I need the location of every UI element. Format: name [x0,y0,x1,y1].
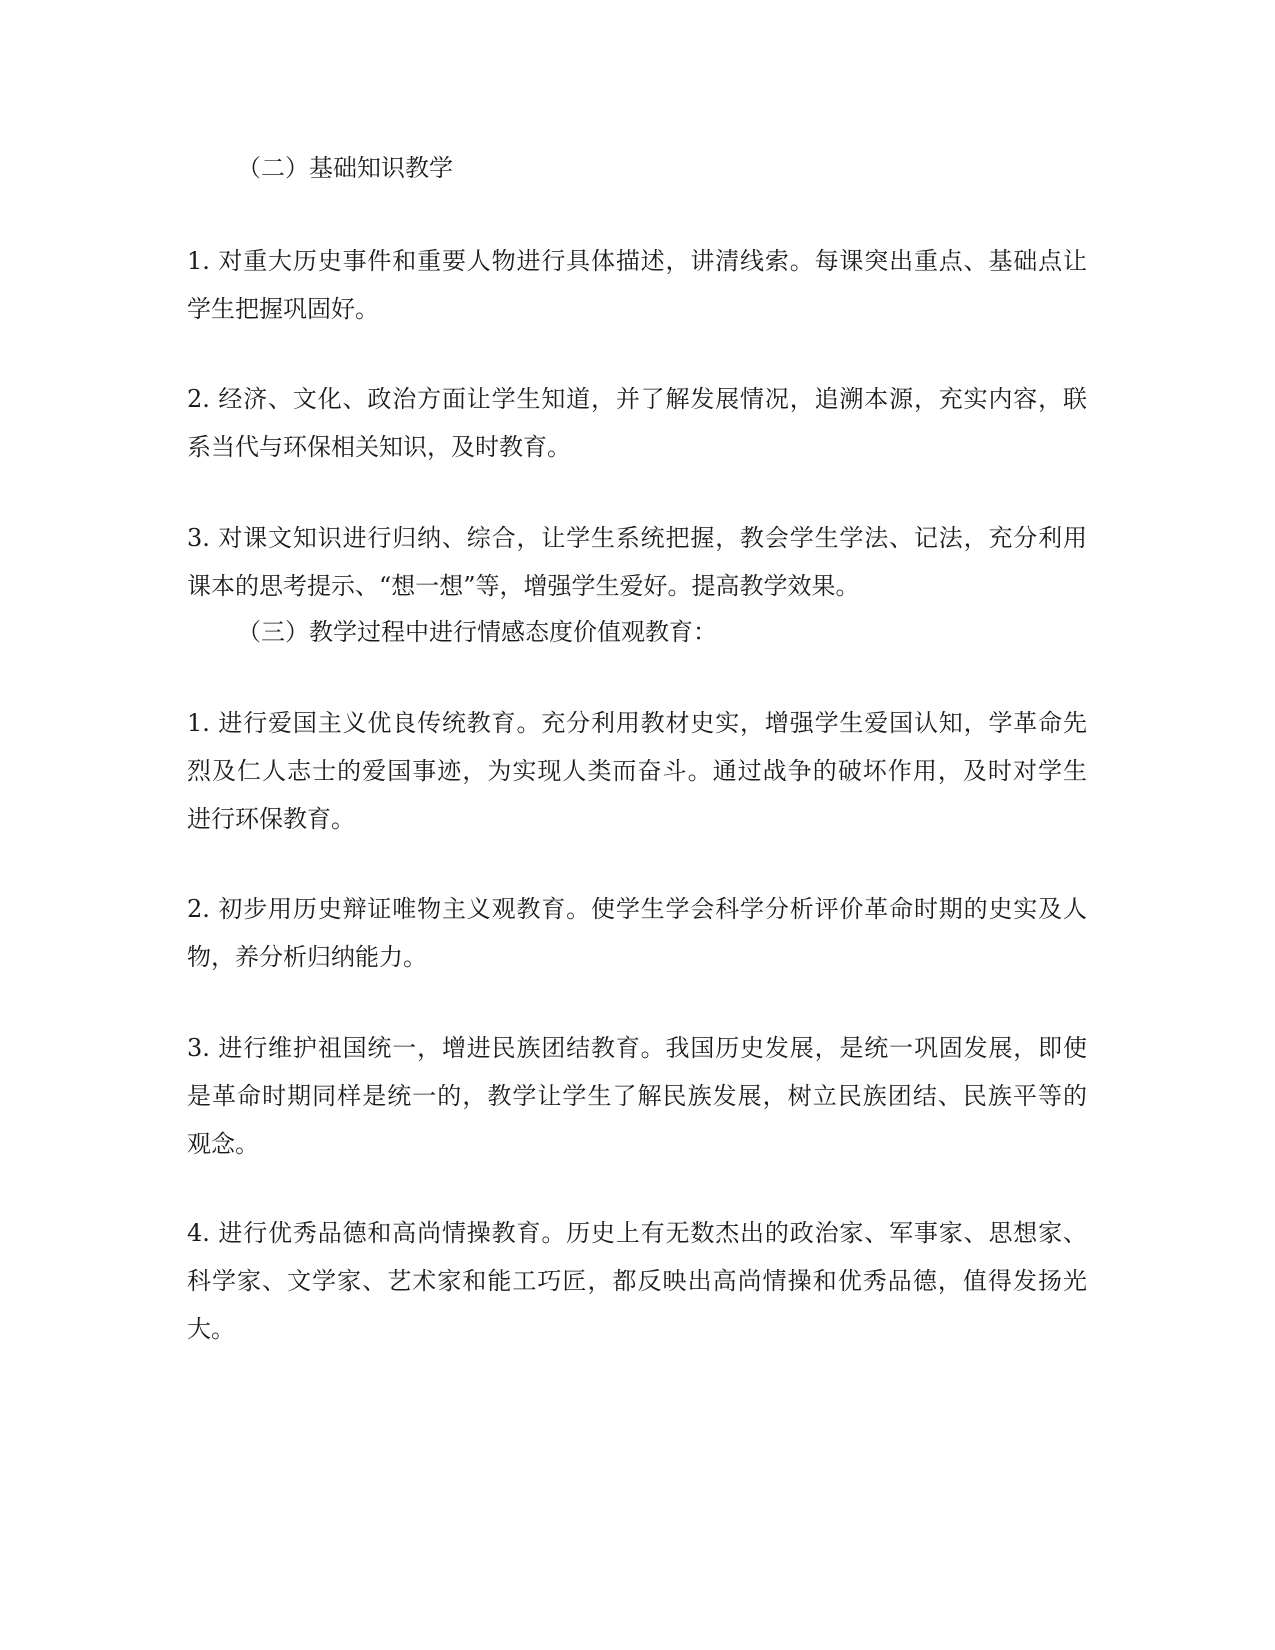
paragraph-line: 观念。 [187,1130,259,1158]
paragraph-line: 1. 进行爱国主义优良传统教育。充分利用教材史实，增强学生爱国认知，学革命先 [187,709,1087,737]
paragraph-line: 进行环保教育。 [187,805,355,833]
paragraph-line: 是革命时期同样是统一的，教学让学生了解民族发展，树立民族团结、民族平等的 [187,1082,1087,1110]
section-heading-basic-knowledge: （二）基础知识教学 [237,154,453,182]
section-heading-values-education: （三）教学过程中进行情感态度价值观教育： [237,618,717,646]
list-item [187,699,1087,843]
paragraph-line: 物，养分析归纳能力。 [187,943,427,971]
list-item [187,1024,1087,1168]
paragraph-line: 系当代与环保相关知识，及时教育。 [187,433,571,461]
paragraph-line: 科学家、文学家、艺术家和能工巧匠，都反映出高尚情操和优秀品德，值得发扬光 [187,1267,1087,1295]
paragraph-line: 烈及仁人志士的爱国事迹，为实现人类而奋斗。通过战争的破坏作用，及时对学生 [187,757,1087,785]
paragraph-line: 2. 初步用历史辩证唯物主义观教育。使学生学会科学分析评价革命时期的史实及人 [187,895,1087,923]
list-item [187,1209,1087,1353]
list-item [187,237,1087,333]
paragraph-line: 1. 对重大历史事件和重要人物进行具体描述，讲清线索。每课突出重点、基础点让 [187,247,1087,275]
list-item [187,375,1087,471]
paragraph-line: 学生把握巩固好。 [187,295,379,323]
list-item [187,514,1087,610]
paragraph-line: 3. 对课文知识进行归纳、综合，让学生系统把握，教会学生学法、记法，充分利用 [187,524,1087,552]
document-page [187,0,1087,1650]
list-item [187,885,1087,981]
paragraph-line: 课本的思考提示、“想一想”等，增强学生爱好。提高教学效果。 [187,572,860,600]
paragraph-line: 3. 进行维护祖国统一，增进民族团结教育。我国历史发展，是统一巩固发展，即使 [187,1034,1087,1062]
paragraph-line: 2. 经济、文化、政治方面让学生知道，并了解发展情况，追溯本源，充实内容，联 [187,385,1087,413]
paragraph-line: 大。 [187,1315,235,1343]
paragraph-line: 4. 进行优秀品德和高尚情操教育。历史上有无数杰出的政治家、军事家、思想家、 [187,1219,1087,1247]
